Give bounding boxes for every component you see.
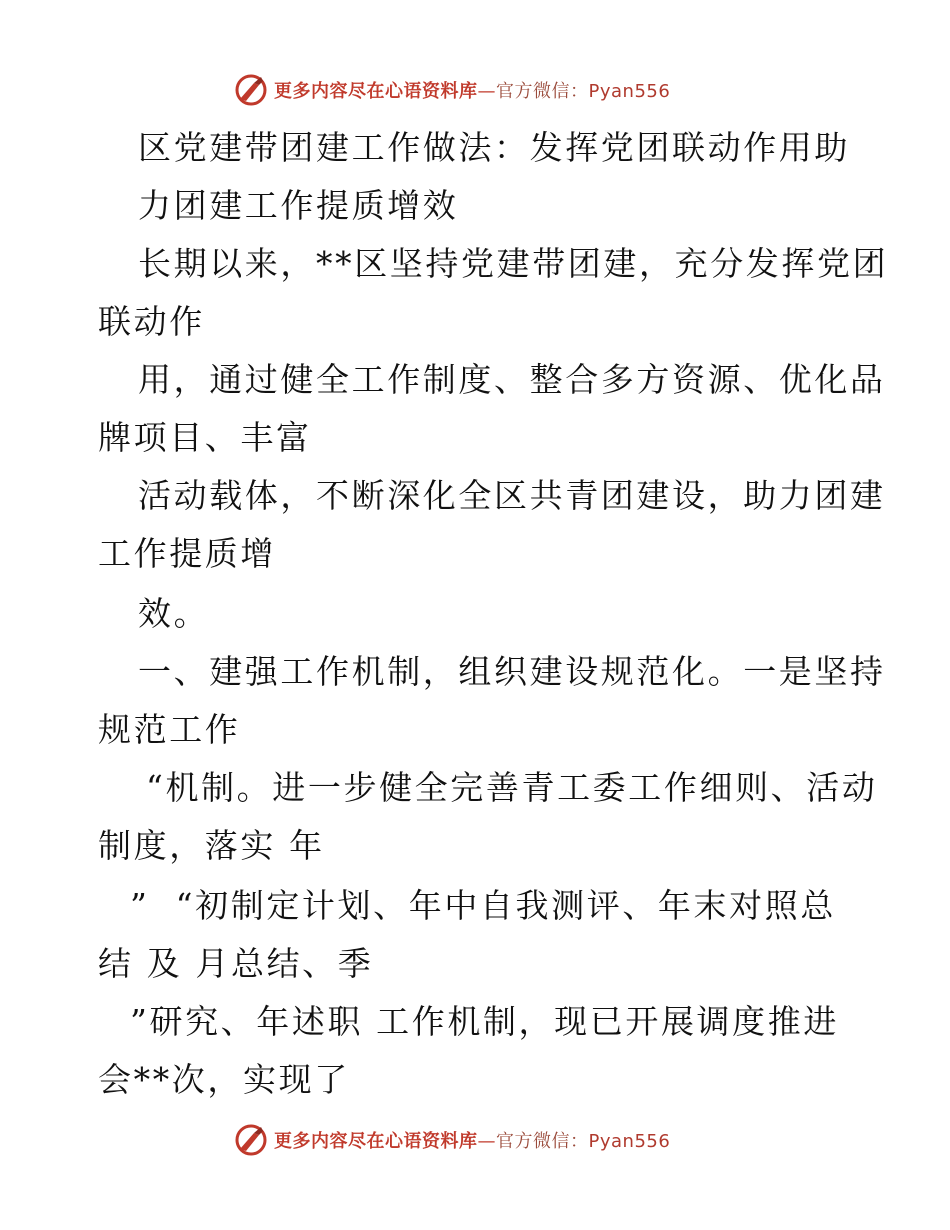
- paragraph-line: 工作提质增: [98, 534, 276, 573]
- paragraph-line: 会**次，实现了: [98, 1060, 350, 1099]
- watermark-site-text: 更多内容尽在心语资料库: [274, 81, 478, 102]
- paragraph-line: 用，通过健全工作制度、整合多方资源、优化品: [138, 360, 886, 399]
- watermark-site-text: 更多内容尽在心语资料库: [274, 1131, 478, 1152]
- paragraph-line: 牌项目、丰富: [98, 418, 312, 457]
- watermark-text: [274, 77, 670, 103]
- watermark-text: [274, 1127, 670, 1153]
- pen-nib-circle-logo-icon: [234, 73, 268, 107]
- watermark-separator: —: [477, 81, 496, 102]
- watermark-wechat-label: 官方微信：: [496, 81, 589, 102]
- paragraph-line: “机制。进一步健全完善青工委工作细则、活动: [146, 768, 878, 807]
- paragraph-line: 效。: [138, 594, 210, 633]
- paragraph-line: 联动作: [98, 302, 205, 341]
- paragraph-line: 一、建强工作机制，组织建设规范化。一是坚持: [138, 652, 886, 691]
- paragraph-line: ”研究、年述职 工作机制，现已开展调度推进: [130, 1002, 839, 1041]
- document-title-line-2: 力团建工作提质增效: [138, 186, 459, 225]
- watermark-wechat-label: 官方微信：: [496, 1131, 589, 1152]
- watermark-banner-bottom: [234, 1122, 670, 1158]
- watermark-wechat-id: Pyan556: [588, 1131, 671, 1152]
- pen-nib-circle-logo-icon: [234, 1123, 268, 1157]
- paragraph-line: 活动载体，不断深化全区共青团建设，助力团建: [138, 476, 886, 515]
- paragraph-line: 长期以来，**区坚持党建带团建，充分发挥党团: [138, 244, 889, 283]
- paragraph-line: 结 及 月总结、季: [98, 944, 374, 983]
- watermark-wechat-id: Pyan556: [588, 81, 671, 102]
- paragraph-line: ” “初制定计划、年中自我测评、年末对照总: [130, 886, 836, 925]
- watermark-banner-top: [234, 72, 670, 108]
- document-title-line-1: 区党建带团建工作做法：发挥党团联动作用助: [138, 128, 850, 167]
- watermark-separator: —: [477, 1131, 496, 1152]
- paragraph-line: 规范工作: [98, 710, 241, 749]
- paragraph-line: 制度，落实 年: [98, 826, 325, 865]
